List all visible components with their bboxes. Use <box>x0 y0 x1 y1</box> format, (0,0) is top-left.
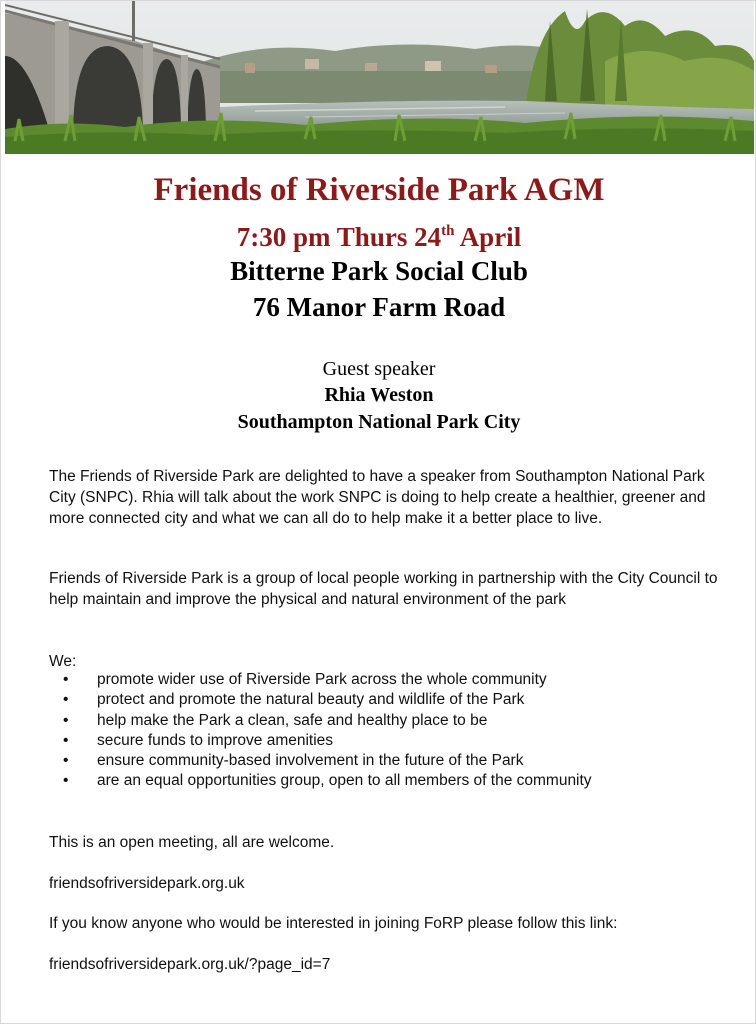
event-datetime <box>1 222 756 253</box>
event-time: 7:30 pm Thurs 24 <box>236 222 442 252</box>
list-item-text: help make the Park a clean, safe and healthy place to be <box>97 711 488 729</box>
event-title: Friends of Riverside Park AGM <box>153 172 605 208</box>
list-item <box>49 731 739 751</box>
banner-photo <box>5 1 754 154</box>
event-month: April <box>459 222 522 252</box>
list-item-text: ensure community-based involvement in the future of the Park <box>97 752 524 770</box>
list-item-text: secure funds to improve amenities <box>97 731 334 749</box>
bullet-icon: • <box>63 752 69 770</box>
event-address: 76 Manor Farm Road <box>252 292 506 322</box>
intro-paragraph: The Friends of Riverside Park are delighted to have a speaker from Southampton National Park City (SNPC). Rhia will talk about the work SNPC is doing to help create a healthier, greener and more connected city and what we can all do to help make it a better place to live. <box>49 468 706 527</box>
about-paragraph: Friends of Riverside Park is a group of local people working in partnership with the City Council to help maintain and improve the physical and natural environment of the park <box>49 570 718 608</box>
list-item <box>49 690 739 710</box>
list-item <box>49 711 739 731</box>
list-item-text: protect and promote the natural beauty and wildlife of the Park <box>97 691 525 709</box>
we-label: We: <box>49 653 77 670</box>
bullet-icon: • <box>63 772 69 790</box>
list-item-text: promote wider use of Riverside Park across the whole community <box>97 671 547 688</box>
bullet-icon: • <box>63 711 69 729</box>
bullet-icon: • <box>63 671 69 688</box>
list-item <box>49 670 739 690</box>
list-item-text: are an equal opportunities group, open to all members of the community <box>97 772 592 790</box>
guest-speaker-name: Rhia Weston <box>324 384 434 406</box>
guest-speaker-label: Guest speaker <box>322 358 436 380</box>
open-meeting-note: This is an open meeting, all are welcome. <box>49 834 335 851</box>
website-link[interactable]: friendsofriversidepark.org.uk <box>49 875 245 892</box>
event-venue: Bitterne Park Social Club <box>230 256 528 286</box>
list-item <box>49 771 739 791</box>
aims-list <box>49 670 739 792</box>
date-ordinal: th <box>441 223 455 239</box>
bullet-icon: • <box>63 731 69 749</box>
guest-speaker-organisation: Southampton National Park City <box>237 411 521 433</box>
bullet-icon: • <box>63 691 69 709</box>
list-item <box>49 751 739 771</box>
join-link[interactable]: friendsofriversidepark.org.uk/?page_id=7 <box>49 956 331 973</box>
join-invitation: If you know anyone who would be interested in joining FoRP please follow this link: <box>49 915 618 932</box>
